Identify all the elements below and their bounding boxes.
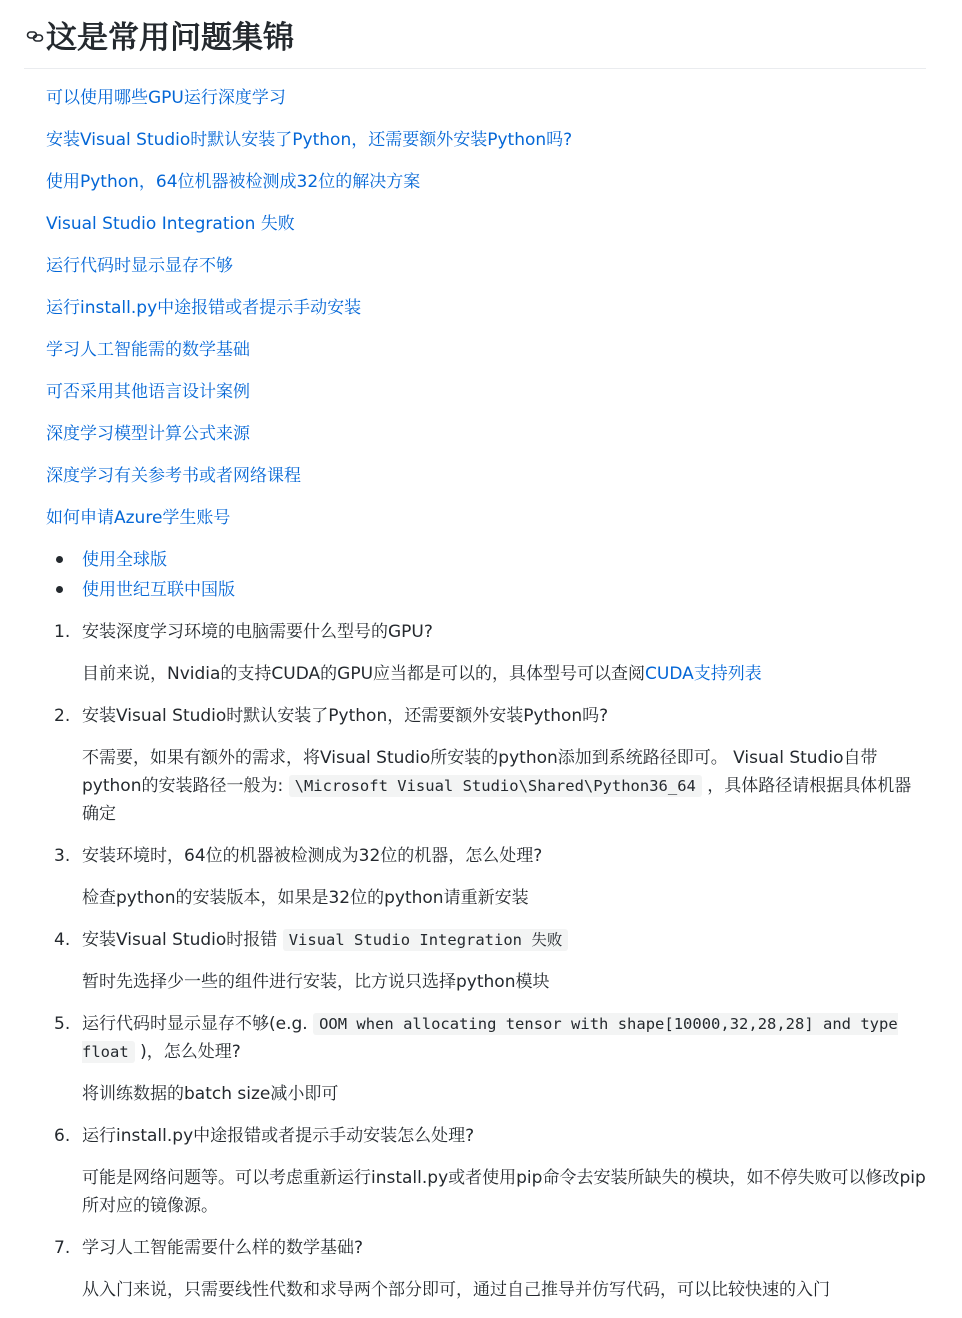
title-row [24,14,926,69]
faq-question: 安装Visual Studio时默认安装了Python，还需要额外安装Python吗? [82,706,609,726]
faq-question [82,1010,926,1066]
toc-link-gpu[interactable]: 可以使用哪些GPU运行深度学习 [46,88,286,108]
faq-number: 1. [54,622,71,642]
cuda-support-list-link[interactable]: CUDA支持列表 [645,664,762,684]
oom-error-code: OOM when allocating tensor with shape[10000,32,28,28] and type float [82,1015,898,1061]
faq-item-7 [46,1234,926,1304]
toc-link-math[interactable]: 学习人工智能需的数学基础 [46,340,250,360]
faq-answer: 从入门来说，只需要线性代数和求导两个部分即可，通过自己推导并仿写代码，可以比较快速的入门 [82,1280,830,1300]
page-title: 这是常用问题集锦 [46,20,294,56]
faq-answer [82,744,926,828]
faq-item-2 [46,702,926,828]
faq-number: 4. [54,930,71,950]
faq-answer: 将训练数据的batch size减小即可 [82,1084,339,1104]
faq-question: 安装深度学习环境的电脑需要什么型号的GPU? [82,622,433,642]
global-version-link[interactable]: 使用全球版 [82,550,167,570]
faq-answer: 可能是网络问题等。可以考虑重新运行install.py或者使用pip命令去安装所缺失的模块，如不停失败可以修改pip所对应的镜像源。 [82,1168,926,1216]
toc-link-other-language[interactable]: 可否采用其他语言设计案例 [46,382,250,402]
faq-number: 7. [54,1238,71,1258]
answer-text: 目前来说，Nvidia的支持CUDA的GPU应当都是可以的，具体型号可以查阅 [82,664,646,684]
toc-link-books[interactable]: 深度学习有关参考书或者网络课程 [46,466,301,486]
python-path-code: \Microsoft Visual Studio\Shared\Python36_64 [289,775,702,797]
answer-text: ，具体路径请根据具体机器确定 [82,776,912,824]
faq-answer: 暂时先选择少一些的组件进行安装，比方说只选择python模块 [82,972,550,992]
answer-text: 不需要，如果有额外的需求，将Visual Studio所安装的python添加到系统路径即可。 Visual Studio自带python的安装路径一般为: [82,748,878,796]
faq-answer [82,660,926,688]
faq-question [82,926,926,954]
error-code: Visual Studio Integration 失败 [283,929,569,951]
faq-item-3 [46,842,926,912]
toc-link-formula-source[interactable]: 深度学习模型计算公式来源 [46,424,250,444]
toc-link-gpu-memory[interactable]: 运行代码时显示显存不够 [46,256,233,276]
toc-link-vs-python[interactable]: 安装Visual Studio时默认安装了Python，还需要额外安装Python吗? [46,130,573,150]
faq-question: 学习人工智能需要什么样的数学基础? [82,1238,364,1258]
list-item [46,576,926,606]
question-text: 安装Visual Studio时报错 [82,930,283,950]
table-of-contents [46,84,926,546]
toc-link-64bit[interactable]: 使用Python，64位机器被检测成32位的解决方案 [46,172,421,192]
faq-answer: 检查python的安装版本，如果是32位的python请重新安装 [82,888,529,908]
faq-number: 6. [54,1126,71,1146]
faq-number: 5. [54,1014,71,1034]
link-anchor-icon[interactable] [26,26,44,46]
bullet-dot [56,586,63,593]
faq-question: 安装环境时，64位的机器被检测成为32位的机器，怎么处理? [82,846,543,866]
faq-number: 3. [54,846,71,866]
azure-options-list [46,546,926,606]
toc-link-azure[interactable]: 如何申请Azure学生账号 [46,508,231,528]
faq-item-6 [46,1122,926,1220]
china-version-link[interactable]: 使用世纪互联中国版 [82,580,235,600]
faq-number: 2. [54,706,71,726]
faq-list [46,618,926,1318]
list-item [46,546,926,576]
faq-question: 运行install.py中途报错或者提示手动安装怎么处理? [82,1126,475,1146]
toc-link-install-error[interactable]: 运行install.py中途报错或者提示手动安装 [46,298,362,318]
faq-item-5 [46,1010,926,1108]
question-text: )，怎么处理? [134,1042,241,1062]
faq-item-1 [46,618,926,688]
question-text: 运行代码时显示显存不够(e.g. [82,1014,314,1034]
toc-link-vs-integration[interactable]: Visual Studio Integration 失败 [46,214,295,234]
faq-item-4 [46,926,926,996]
bullet-dot [56,556,63,563]
